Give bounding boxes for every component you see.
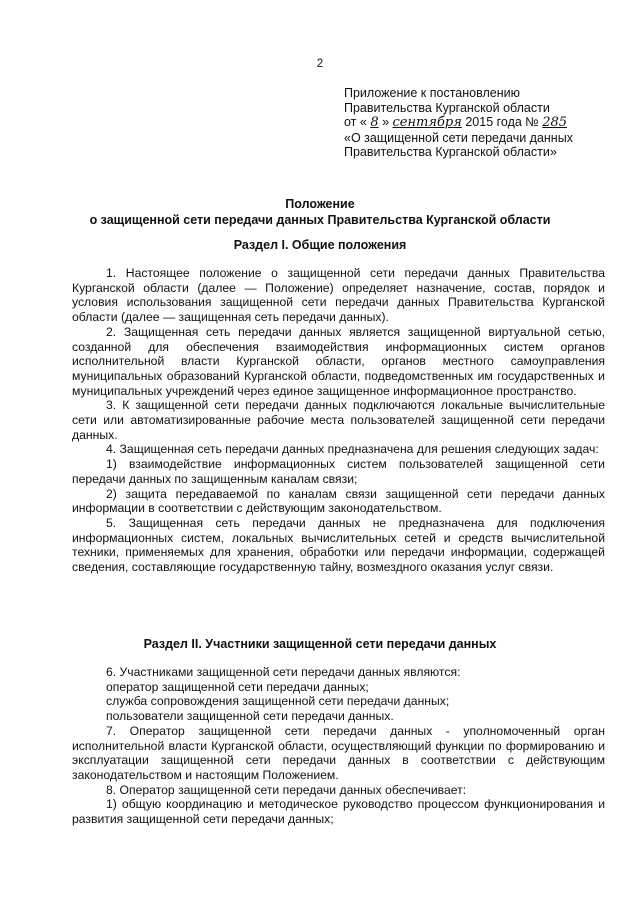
paragraph-2: 2. Защищенная сеть передачи данных является защищенной виртуальной сетью, созданной для обеспечения взаимодействия информационных систем органов исполнительной власти Курганской области, органов местного самоуправления муниципальных образований Курганской области, подведомственных им государственных и муниципальных учреждений через единое защищенное информационное пространство. xyxy=(72,324,605,398)
paragraph-8-item-1: 1) общую координацию и методическое руководство процессом функционирования и развития защищенной сети передачи данных; xyxy=(72,797,605,827)
participant-item: оператор защищенной сети передачи данных; xyxy=(106,679,369,694)
date-month-handwritten: сентября xyxy=(392,115,462,130)
paragraph-7: 7. Оператор защищенной сети передачи данных - уполномоченный орган исполнительной власти Курганской области, осуществляющий функции по формированию и эксплуатации защищенной сети передачи данных в соответствии с действующим законодательством и настоящим Положением. xyxy=(72,723,605,782)
paragraph-3: 3. К защищенной сети передачи данных подключаются локальные вычислительные сети или автоматизированные рабочие места пользователей защищенной сети передачи данных. xyxy=(72,398,605,442)
paragraph-4: 4. Защищенная сеть передачи данных предназначена для решения следующих задач: xyxy=(106,442,599,457)
section-1-body xyxy=(72,266,605,575)
attachment-title-2: Правительства Курганской области» xyxy=(344,145,557,159)
title-line-2: о защищенной сети передачи данных Правительства Курганской области xyxy=(89,213,551,227)
participant-item: служба сопровождения защищенной сети передачи данных; xyxy=(106,694,450,709)
page-number: 2 xyxy=(316,58,324,70)
attachment-line-2: Правительства Курганской области xyxy=(344,100,550,115)
title-line-1: Положение xyxy=(285,197,355,211)
attachment-line-1: Приложение к постановлению xyxy=(344,86,520,100)
paragraph-1: 1. Настоящее положение о защищенной сети передачи данных Правительства Курганской области (далее — Положение) определяет назначение, состав, порядок и условия использования защищенной сети передачи данных Правительства Курганской области (далее — защищенная сеть передачи данных). xyxy=(72,266,605,325)
date-prefix: от « xyxy=(344,115,367,129)
paragraph-5: 5. Защищенная сеть передачи данных не предназначена для подключения информационных систем, локальных вычислительных сетей и средств вычислительной техники, применяемых для хранения, обработки или передачи информации, содержащей сведения, составляющие государственную тайну, возмездного оказания услуг связи. xyxy=(72,515,605,575)
section-2-heading: Раздел II. Участники защищенной сети передачи данных xyxy=(143,637,497,651)
section-2-body xyxy=(72,665,605,827)
attachment-title-1: «О защищенной сети передачи данных xyxy=(344,130,573,145)
doc-number-handwritten: 285 xyxy=(542,115,568,130)
date-day-handwritten: 8 xyxy=(370,115,379,130)
section-1-heading: Раздел I. Общие положения xyxy=(233,238,407,252)
paragraph-8: 8. Оператор защищенной сети передачи данных обеспечивает: xyxy=(106,782,467,797)
paragraph-6: 6. Участниками защищенной сети передачи данных являются: xyxy=(106,665,461,679)
paragraph-4-item-2: 2) защита передаваемой по каналам связи защищенной сети передачи данных информации в соответствии с действующим законодательством. xyxy=(72,486,605,516)
document-title xyxy=(0,196,640,228)
attachment-block xyxy=(344,86,634,160)
attachment-date-line xyxy=(344,115,634,131)
participant-item: пользователи защищенной сети передачи данных. xyxy=(106,709,394,724)
date-mid: » xyxy=(382,115,390,129)
paragraph-4-item-1: 1) взаимодействие информационных систем пользователей защищенной сети передачи данных по защищенным каналам связи; xyxy=(72,457,605,486)
date-suffix: 2015 года № xyxy=(465,115,539,129)
